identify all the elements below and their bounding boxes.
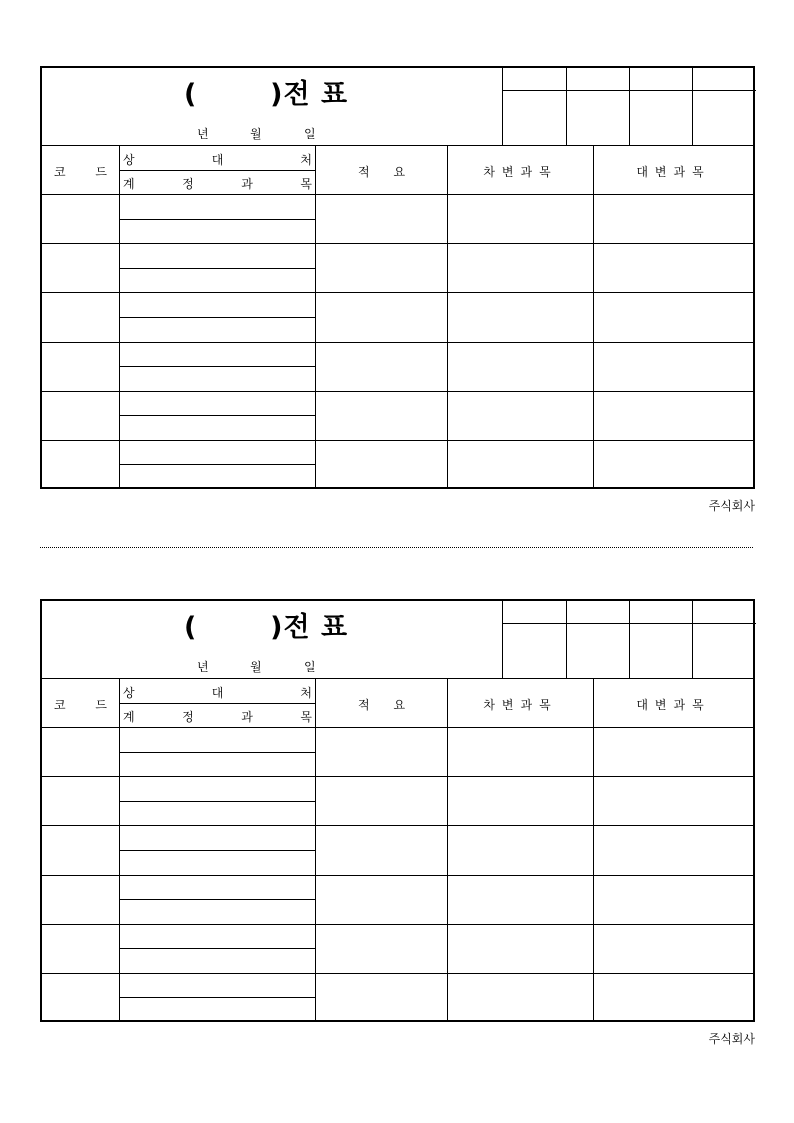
title-area <box>42 68 503 146</box>
header-split-line <box>120 170 316 171</box>
column-divider <box>315 679 316 1022</box>
credit-account-header: 대변과목 <box>636 697 711 712</box>
approval-cell[interactable] <box>693 601 756 679</box>
approval-cell[interactable] <box>503 68 567 146</box>
header-top-line <box>42 145 753 146</box>
company-label: 주식회사 <box>708 499 755 513</box>
approval-box <box>502 68 756 146</box>
title-area <box>42 601 503 679</box>
row-split-line <box>120 752 316 753</box>
date-year-label: 년 <box>197 127 209 141</box>
row-divider <box>42 440 753 441</box>
column-divider <box>593 146 594 489</box>
account-header-char: 정 <box>182 709 194 724</box>
code-header-char: 드 <box>95 164 107 179</box>
approval-cell[interactable] <box>567 601 630 679</box>
row-split-line <box>120 997 316 998</box>
memo-header-char: 적 <box>357 697 370 712</box>
debit-account-header: 차변과목 <box>483 697 558 712</box>
date-year-label: 년 <box>197 660 209 674</box>
column-divider <box>593 679 594 1022</box>
account-header-char: 목 <box>300 709 312 724</box>
date-month-label: 월 <box>250 127 262 141</box>
company-label: 주식회사 <box>708 1032 755 1046</box>
row-split-line <box>120 219 316 220</box>
voucher-title: ( )전 표 <box>184 612 349 643</box>
row-divider <box>42 825 753 826</box>
date-month-label: 월 <box>250 660 262 674</box>
row-divider <box>42 776 753 777</box>
column-divider <box>119 146 120 489</box>
code-header-char: 드 <box>95 697 107 712</box>
approval-cell[interactable] <box>503 601 567 679</box>
partner-header <box>121 148 314 170</box>
memo-header-char: 적 <box>357 164 370 179</box>
memo-header-char: 요 <box>393 697 406 712</box>
voucher-frame <box>40 66 755 489</box>
partner-header-char: 처 <box>300 152 312 167</box>
approval-cell[interactable] <box>693 68 756 146</box>
header-split-line <box>120 703 316 704</box>
approval-cell[interactable] <box>630 601 693 679</box>
row-split-line <box>120 899 316 900</box>
memo-header-char: 요 <box>393 164 406 179</box>
row-divider <box>42 342 753 343</box>
partner-header-char: 상 <box>123 152 135 167</box>
code-header-char: 코 <box>54 164 66 179</box>
voucher-form-2 <box>40 599 755 1046</box>
column-divider <box>119 679 120 1022</box>
memo-header <box>316 680 447 728</box>
voucher-title: ( )전 표 <box>184 79 349 110</box>
row-divider <box>42 391 753 392</box>
column-divider <box>315 146 316 489</box>
account-header-char: 계 <box>123 176 135 191</box>
row-divider <box>42 292 753 293</box>
account-header <box>121 172 314 194</box>
column-divider <box>447 146 448 489</box>
account-header <box>121 705 314 727</box>
partner-header-char: 대 <box>211 685 224 700</box>
row-divider <box>42 973 753 974</box>
partner-header <box>121 681 314 703</box>
date-day-label: 일 <box>304 127 316 141</box>
debit-account-header: 차변과목 <box>483 164 558 179</box>
cut-line <box>40 547 753 548</box>
row-split-line <box>120 366 316 367</box>
row-split-line <box>120 317 316 318</box>
approval-cell[interactable] <box>630 68 693 146</box>
row-divider <box>42 924 753 925</box>
row-split-line <box>120 801 316 802</box>
approval-box <box>502 601 756 679</box>
partner-header-char: 대 <box>211 152 224 167</box>
approval-cell[interactable] <box>567 68 630 146</box>
header-top-line <box>42 678 753 679</box>
row-divider <box>42 875 753 876</box>
account-header-char: 계 <box>123 709 135 724</box>
code-header-char: 코 <box>54 697 66 712</box>
row-divider <box>42 243 753 244</box>
voucher-frame <box>40 599 755 1022</box>
code-header <box>42 680 119 728</box>
row-split-line <box>120 415 316 416</box>
account-header-char: 과 <box>241 709 253 724</box>
date-day-label: 일 <box>304 660 316 674</box>
partner-header-char: 상 <box>123 685 135 700</box>
row-split-line <box>120 464 316 465</box>
row-split-line <box>120 948 316 949</box>
account-header-char: 정 <box>182 176 194 191</box>
code-header <box>42 147 119 195</box>
account-header-char: 목 <box>300 176 312 191</box>
credit-account-header: 대변과목 <box>636 164 711 179</box>
memo-header <box>316 147 447 195</box>
account-header-char: 과 <box>241 176 253 191</box>
voucher-form-1 <box>40 66 755 513</box>
row-split-line <box>120 268 316 269</box>
row-split-line <box>120 850 316 851</box>
column-divider <box>447 679 448 1022</box>
partner-header-char: 처 <box>300 685 312 700</box>
